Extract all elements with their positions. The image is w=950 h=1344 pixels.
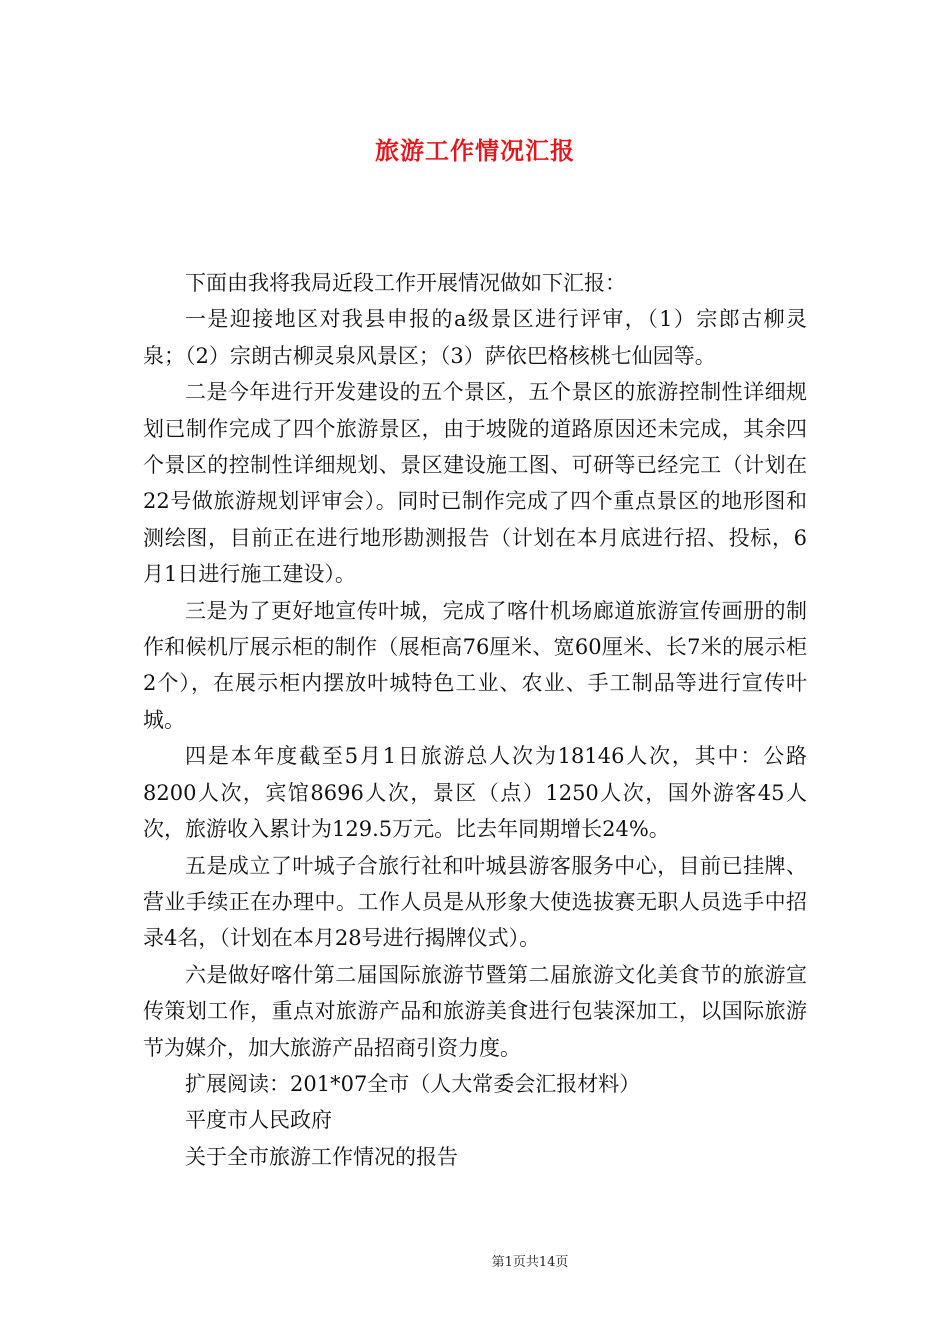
paragraph-report-title: 关于全市旅游工作情况的报告 xyxy=(185,1144,458,1169)
paragraph-item-4: 四是本年度截至5月1日旅游总人次为18146人次，其中：公路8200人次，宾馆8696人次，景区（点）1250人次，国外游客45人次，旅游收入累计为129.5万元。比去年同期增长24%。 xyxy=(143,744,807,842)
paragraph-item-1: 一是迎接地区对我县申报的a级景区进行评审，（1）宗郎古柳灵泉；（2）宗朗古柳灵泉风景区；（3）萨依巴格核桃七仙园等。 xyxy=(143,307,807,368)
paragraph-item-6: 六是做好喀什第二届国际旅游节暨第二届旅游文化美食节的旅游宣传策划工作，重点对旅游产品和旅游美食进行包装深加工，以国际旅游节为媒介，加大旅游产品招商引资力度。 xyxy=(143,962,807,1060)
document-body xyxy=(143,265,807,1175)
page-number: 第1页共14页 xyxy=(491,1255,569,1270)
paragraph-issuer: 平度市人民政府 xyxy=(185,1108,332,1133)
paragraph-extended-reading: 扩展阅读：201*07全市（人大常委会汇报材料） xyxy=(185,1071,641,1096)
paragraph-item-5: 五是成立了叶城子合旅行社和叶城县游客服务中心，目前已挂牌、营业手续正在办理中。工作人员是从形象大使选拔赛无职人员选手中招录4名，（计划在本月28号进行揭牌仪式）。 xyxy=(143,853,807,951)
paragraph-intro: 下面由我将我局近段工作开展情况做如下汇报： xyxy=(185,271,626,295)
paragraph-item-2: 二是今年进行开发建设的五个景区，五个景区的旅游控制性详细规划已制作完成了四个旅游景区，由于坡陇的道路原因还未完成，其余四个景区的控制性详细规划、景区建设施工图、可研等已经完工（计划在22号做旅游规划评审会）。同时已制作完成了四个重点景区的地形图和测绘图，目前正在进行地形勘测报告（计划在本月底进行招、投标，6月1日进行施工建设）。 xyxy=(143,380,807,587)
paragraph-item-3: 三是为了更好地宣传叶城，完成了喀什机场廊道旅游宣传画册的制作和候机厅展示柜的制作（展柜高76厘米、宽60厘米、长7米的展示柜2个），在展示柜内摆放叶城特色工业、农业、手工制品等进行宣传叶城。 xyxy=(143,598,807,732)
document-title: 旅游工作情况汇报 xyxy=(375,136,575,165)
